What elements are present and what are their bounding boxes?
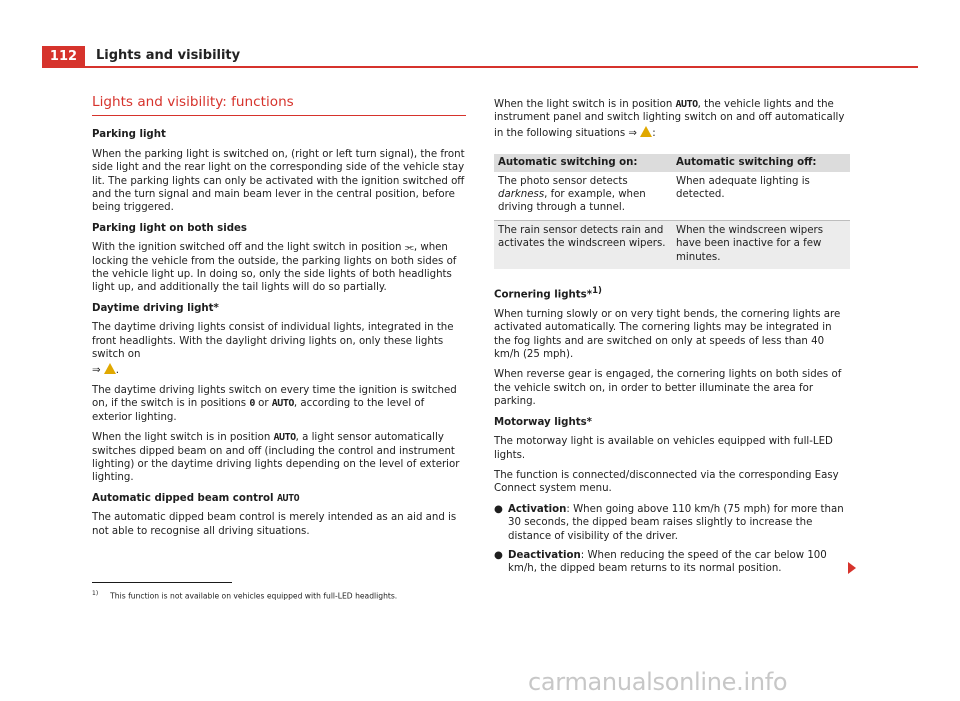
warning-triangle-icon	[640, 126, 652, 137]
dipped-beam-text: The automatic dipped beam control is merely intended as an aid and is not able to recognise all driving situations.	[92, 512, 457, 537]
section-heading: Lights and visibility: functions	[92, 96, 466, 116]
table-header-on: Automatic switching on:	[494, 154, 672, 171]
auto-symbol: AUTO	[273, 432, 296, 444]
intro-b: , the vehicle lights and the instrument panel and switch lighting switch on and off automatically in the following situations	[494, 99, 845, 139]
list-item	[494, 549, 850, 576]
colon: :	[652, 127, 656, 139]
table-cell-on: The rain sensor detects rain and activates the windscreen wipers.	[494, 220, 672, 269]
period: .	[115, 364, 120, 376]
auto-symbol: AUTO	[277, 492, 300, 504]
daytime-positions-a: The daytime driving lights switch on every time the ignition is switched on, if the switch is in positions	[92, 384, 457, 410]
footnote-text: This function is not available on vehicles equipped with full-LED headlights.	[110, 591, 398, 601]
dipped-beam-title	[92, 492, 466, 505]
auto-intro-text	[494, 98, 850, 140]
deactivation-label: Deactivation	[508, 549, 581, 561]
footnote	[92, 590, 397, 601]
table-row	[494, 172, 850, 221]
parking-both-text-b: , when locking the vehicle from the outside, the parking lights on both sides of the vehicle light up. In doing so, only the side lights of both headlights light up, and additionally the tail lights will do so partially.	[92, 242, 457, 294]
right-column	[494, 98, 850, 582]
switch-position-zero: 0	[249, 398, 255, 410]
parking-both-text	[92, 241, 466, 295]
easy-connect-text: The function is connected/disconnected via the corresponding Easy Connect system menu.	[494, 469, 839, 495]
footnote-reference: 1)	[592, 286, 602, 297]
table-cell-off: When adequate lighting is detected.	[676, 175, 810, 201]
parking-light-text: When the parking light is switched on, (right or left turn signal), the front side light and the rear light on the corresponding side of the vehicle stay lit. The parking lights can only be activated with the ignition switched off and the turn signal and main beam lever in the central position, before being triggered.	[92, 148, 465, 214]
deactivation-text	[508, 549, 850, 576]
footnote-marker: 1)	[92, 590, 99, 597]
warning-triangle-icon	[104, 363, 116, 374]
cross-reference-arrow-icon: ⇒	[628, 127, 637, 139]
intro-a: When the light switch is in position	[494, 99, 676, 110]
left-column	[92, 96, 466, 545]
activation-body: : When going above 110 km/h (75 mph) for more than 30 seconds, the dipped beam raises slightly to increase the distance of visibility of the driver.	[508, 503, 844, 542]
auto-sensor-b: , a light sensor automatically switches dipped beam on and off (including the control and instrument lighting) or the daytime driving lights depending on the level of exterior lighting.	[92, 432, 460, 484]
dipped-beam-title-text: Automatic dipped beam control	[92, 492, 278, 504]
cornering-title-text: Cornering lights*	[494, 289, 593, 301]
page-number: 112	[42, 46, 85, 68]
deactivation-body: : When reducing the speed of the car below 100 km/h, the dipped beam returns to its normal position.	[508, 549, 827, 575]
motorway-lights-text: The motorway light is available on vehicles equipped with full-LED lights.	[494, 436, 833, 461]
daytime-light-text	[92, 321, 466, 377]
reverse-gear-text: When reverse gear is engaged, the cornering lights on both sides of the vehicle switch on, in order to better illuminate the area for parking.	[494, 369, 842, 408]
daytime-positions-b: , according to the level of exterior lighting.	[92, 398, 425, 423]
daytime-light-title: Daytime driving light*	[92, 302, 219, 314]
footnote-divider	[92, 582, 232, 583]
auto-switching-table	[494, 154, 850, 269]
cell-text-emphasis: darkness	[498, 189, 545, 201]
activation-text	[508, 503, 850, 543]
continue-arrow-icon	[848, 562, 856, 574]
table-cell-on	[494, 172, 672, 221]
header-divider	[42, 66, 918, 68]
or-text: or	[254, 398, 272, 410]
list-item	[494, 503, 850, 543]
parking-light-title: Parking light	[92, 129, 166, 141]
cross-reference-arrow-icon: ⇒	[92, 364, 101, 376]
table-row	[494, 220, 850, 269]
auto-sensor-a: When the light switch is in position	[92, 432, 274, 444]
bullet-icon: ●	[494, 549, 503, 561]
auto-sensor-text	[92, 431, 466, 485]
auto-symbol: AUTO	[675, 99, 698, 110]
cell-text-b: , for example, when driving through a tunnel.	[498, 189, 646, 214]
table-header-off: Automatic switching off:	[672, 154, 850, 171]
parking-light-symbol-icon: ⫘	[404, 242, 414, 254]
daytime-positions-text	[92, 384, 466, 424]
watermark: carmanualsonline.info	[528, 668, 788, 696]
activation-label: Activation	[508, 503, 567, 515]
cell-text-a: The photo sensor detects	[498, 175, 628, 187]
cornering-lights-text: When turning slowly or on very tight bends, the cornering lights are activated automatically. The cornering lights may be integrated in the fog lights and are switched on only at speeds of less than 40 km/h (25 mph).	[494, 308, 841, 361]
auto-symbol: AUTO	[271, 398, 294, 410]
daytime-text-body: The daytime driving lights consist of individual lights, integrated in the front headlights. With the daylight driving lights on, only these lights switch on	[92, 322, 454, 361]
parking-both-title: Parking light on both sides	[92, 222, 247, 234]
bullet-icon: ●	[494, 503, 503, 515]
parking-both-text-a: With the ignition switched off and the light switch in position	[92, 242, 405, 254]
motorway-lights-title: Motorway lights*	[494, 416, 592, 428]
page-header-title: Lights and visibility	[96, 48, 241, 63]
cornering-lights-title	[494, 285, 850, 302]
table-cell-off: When the windscreen wipers have been inactive for a few minutes.	[672, 220, 850, 269]
